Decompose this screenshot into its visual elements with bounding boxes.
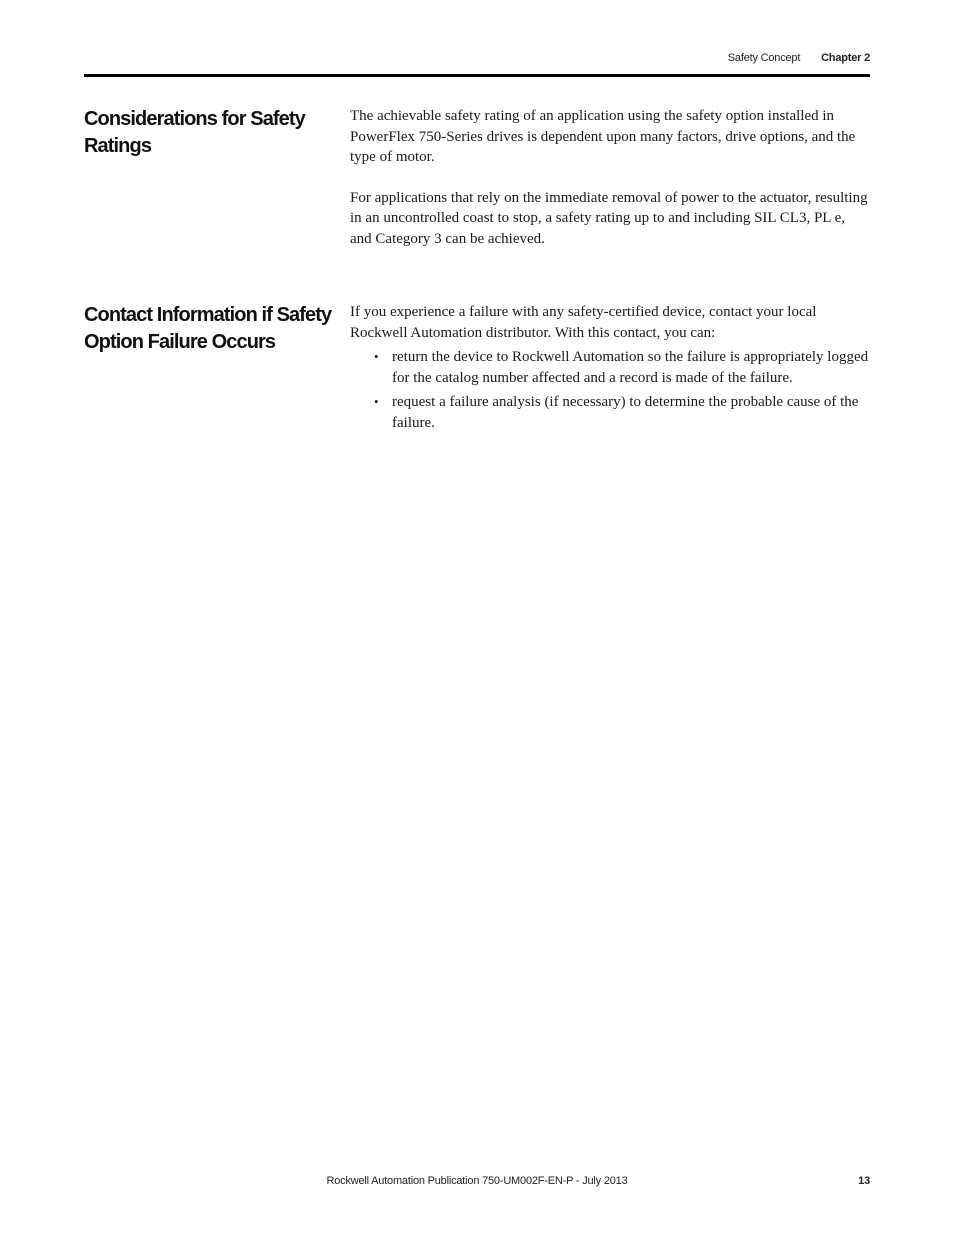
section-safety-ratings bbox=[84, 106, 870, 266]
section-contact-information bbox=[84, 302, 870, 462]
footer-publication: Rockwell Automation Publication 750-UM002F-EN-P - July 2013 bbox=[326, 1175, 628, 1187]
section-body bbox=[350, 302, 870, 437]
list-item-text: request a failure analysis (if necessary) to determine the probable cause of the failure. bbox=[392, 394, 859, 431]
list-item bbox=[350, 347, 870, 388]
bullet-list bbox=[350, 347, 870, 433]
list-item-text: return the device to Rockwell Automation so the failure is appropriately logged for the catalog number affected and a record is made of the failure. bbox=[392, 349, 869, 386]
section-heading: Contact Information if Safety Option Failure Occurs bbox=[84, 304, 332, 353]
running-header bbox=[728, 52, 870, 64]
page-number: 13 bbox=[858, 1175, 870, 1187]
header-section-title: Safety Concept bbox=[727, 52, 801, 64]
section-heading: Considerations for Safety Ratings bbox=[84, 108, 305, 157]
paragraph: The achievable safety rating of an application using the safety option installed in PowerFlex 750-Series drives is dependent upon many factors, drive options, and the type of motor. bbox=[350, 108, 856, 165]
bullet-icon: • bbox=[374, 394, 379, 409]
header-chapter-label: Chapter 2 bbox=[821, 52, 870, 64]
header-rule bbox=[84, 74, 870, 77]
paragraph: If you experience a failure with any safety-certified device, contact your local Rockwell Automation distributor. With this contact, you can: bbox=[350, 304, 817, 341]
section-body bbox=[350, 106, 870, 269]
paragraph: For applications that rely on the immediate removal of power to the actuator, resulting in an uncontrolled coast to stop, a safety rating up to and including SIL CL3, PL e, and Category 3 can be achieved. bbox=[350, 189, 868, 247]
bullet-icon: • bbox=[374, 349, 379, 364]
list-item bbox=[350, 392, 870, 433]
